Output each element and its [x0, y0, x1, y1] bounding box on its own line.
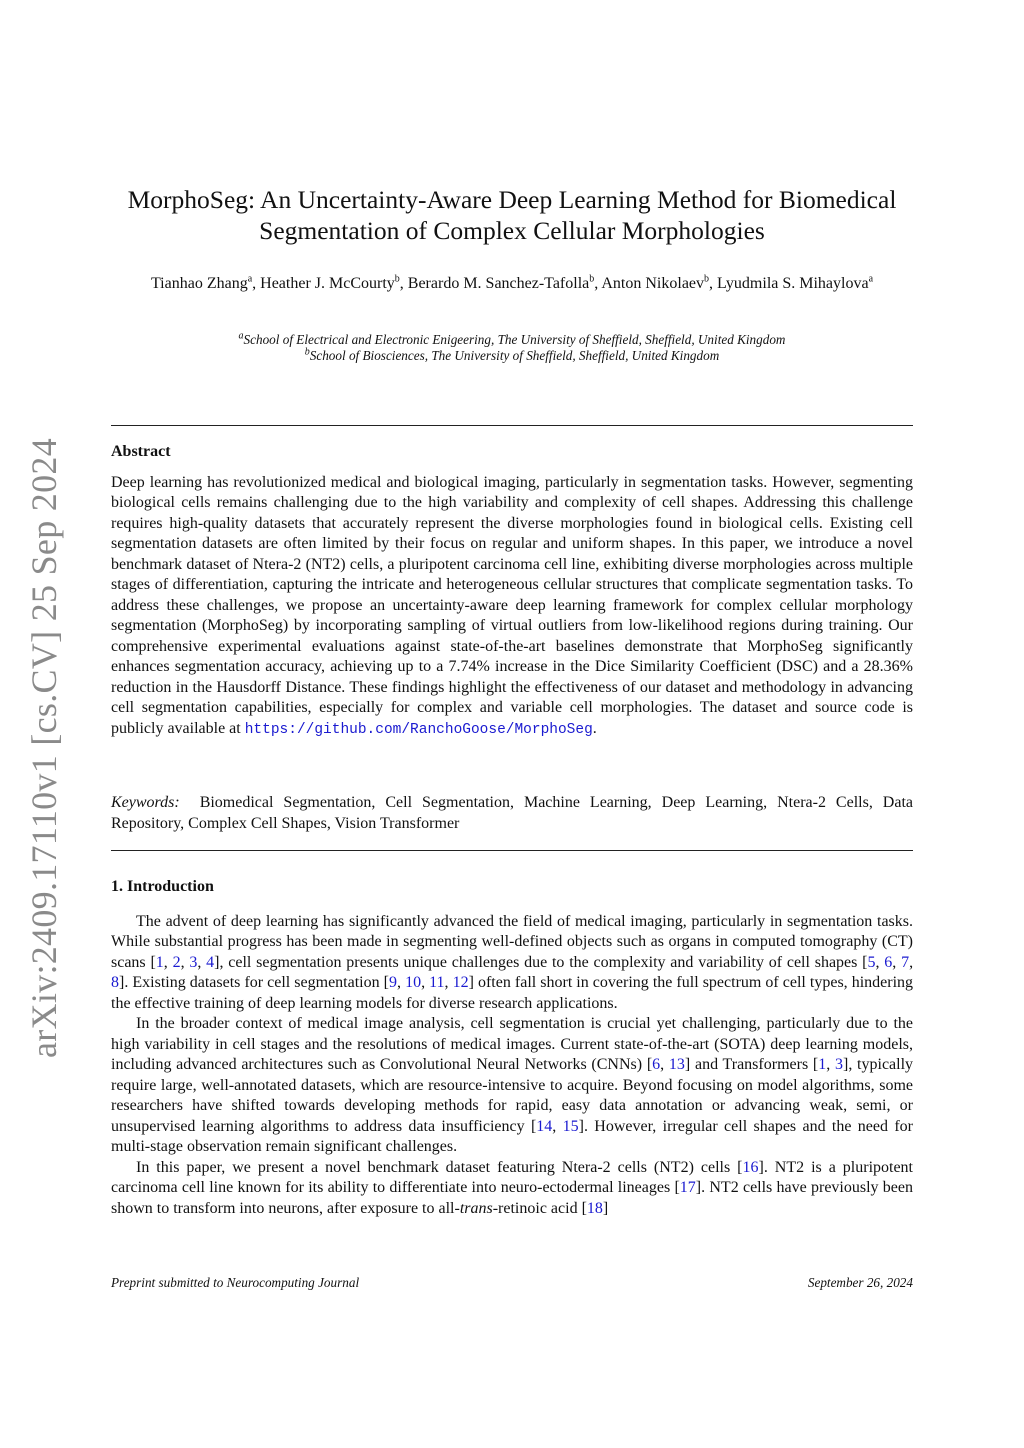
text-segment: , — [180, 953, 190, 971]
text-segment: -retinoic acid [ — [492, 1199, 587, 1217]
text-segment: The advent of deep learning has significantly advanced the field of medical imaging, particularly in segmentation tasks. While substantial progress has been made in segmenting well-defined objects such as organs in computed tomography (CT) scans [ — [111, 912, 913, 971]
affiliation-mark: b — [704, 273, 710, 285]
author — [151, 275, 252, 292]
introduction-heading: 1. Introduction — [111, 878, 214, 895]
affiliation-mark: a — [238, 330, 244, 342]
text-segment: , — [892, 953, 902, 971]
citation-link[interactable]: 15 — [562, 1117, 579, 1135]
text-segment: ], typically require large, well-annotated datasets, which are resource-intensive to acquire. Beyond focusing on model algorithms, some researchers have shifted towards developing methods for rapid, easy data annotation or advancing weak, semi, or unsupervised learning algorithms to address data insufficiency [ — [111, 1056, 914, 1135]
divider-bottom — [111, 850, 913, 851]
author — [601, 275, 709, 292]
abstract-heading: Abstract — [111, 443, 171, 460]
citation-link[interactable]: 11 — [429, 974, 445, 991]
author-list: Tianhao Zhang$^a$, Heather J. McCourty$^b$, Berardo M. Sanchez-Tafolla$^b$, Anton Nikolaev$^b$, Lyudmila S. Mihaylova$^a$ — [150, 273, 874, 292]
introduction-body — [111, 912, 913, 1220]
citation-link[interactable]: 1 — [818, 1056, 827, 1073]
text-segment: ]. NT2 is a pluripotent carcinoma cell line known for its ability to differentiate into neuro-ectodermal lineages [ — [111, 1158, 914, 1196]
citation-link[interactable]: 5 — [867, 953, 876, 971]
citation-link[interactable]: 12 — [452, 974, 469, 991]
affiliation-mark: b — [589, 273, 595, 285]
paragraph — [111, 1158, 913, 1220]
author-name: Tianhao Zhang — [150, 275, 248, 292]
text-segment: ] — [602, 1199, 609, 1217]
citation-link[interactable]: 3 — [189, 953, 198, 971]
affiliation-text: School of Electrical and Electronic Enigeering, The University of Sheffield, Sheffield, United Kingdom — [243, 332, 786, 347]
text-segment: , — [197, 953, 207, 971]
paragraph — [111, 912, 913, 1015]
text-segment: , — [444, 974, 453, 991]
text-segment: ] and Transformers [ — [684, 1056, 819, 1073]
author — [717, 275, 873, 292]
citation-link[interactable]: 7 — [901, 953, 910, 971]
text-segment: ]. However, irregular cell shapes and the need for multi-stage observation remain significant challenges. — [111, 1117, 913, 1155]
footer-date: September 26, 2024 — [807, 1275, 913, 1290]
affiliation-mark: b — [304, 346, 310, 358]
text-segment: ]. NT2 cells have previously been shown to transform into neurons, after exposure to all- — [111, 1179, 914, 1217]
citation-link[interactable]: 16 — [742, 1158, 759, 1176]
github-link[interactable]: https://github.com/RanchoGoose/MorphoSeg — [244, 721, 593, 738]
introduction-section — [111, 877, 913, 1219]
affiliation-mark: a — [868, 273, 874, 285]
text-segment: , — [909, 953, 914, 971]
affiliation-text: School of Biosciences, The University of Sheffield, Sheffield, United Kingdom — [309, 348, 720, 363]
citation-link[interactable]: 10 — [405, 974, 422, 991]
keywords-section — [111, 793, 913, 834]
keywords-label: Keywords: — [111, 794, 180, 811]
abstract-body: Deep learning has revolutionized medical and biological imaging, particularly in segmentation tasks. However, segmenting biological cells remains challenging due to the high variability and complexity of cell shapes. Addressing this challenge requires high-quality datasets that accurately represent the diverse morphologies found in biological cells. Existing cell segmentation datasets are often limited by their focus on regular and uniform shapes. In this paper, we introduce a novel benchmark dataset of Ntera-2 (NT2) cells, a pluripotent carcinoma cell line, exhibiting diverse morphologies across multiple stages of differentiation, capturing the intricate and heterogeneous cellular structures that complicate segmentation tasks. To address these challenges, we propose an uncertainty-aware deep learning framework for complex cellular morphology segmentation (MorphoSeg) by incorporating sampling of virtual outliers from low-likelihood regions during training. Our comprehensive experimental evaluations against state-of-the-art baselines demonstrate that MorphoSeg significantly enhances segmentation accuracy, achieving up to a 7.74% increase in the Dice Similarity Coefficient (DSC) and a 28.36% reduction in the Hausdorff Distance. These findings highlight the effectiveness of our dataset and methodology in advancing cell segmentation capabilities, especially for complex and variable cell morphologies. The dataset and source code is publicly available at — [111, 473, 913, 737]
author-name: Anton Nikolaev — [601, 275, 705, 292]
affiliation — [111, 348, 913, 364]
author-name: Heather J. McCourty — [260, 275, 395, 292]
text-segment: In this paper, we present a novel benchmark dataset featuring Ntera-2 cells (NT2) cells [ — [136, 1158, 743, 1176]
citation-link[interactable]: 18 — [586, 1199, 603, 1217]
citation-link[interactable]: 6 — [884, 953, 893, 971]
text-segment: , — [397, 974, 406, 991]
text-segment: ] often fall short in covering the full spectrum of cell types, hindering the effective training of deep learning models for diverse research applications. — [111, 974, 914, 1012]
page-footer — [111, 1275, 913, 1291]
affiliation — [111, 332, 913, 348]
text-segment: ], cell segmentation presents unique challenges due to the complexity and variability of cell shapes [ — [214, 953, 868, 971]
author — [260, 275, 400, 292]
affiliations — [111, 332, 913, 364]
text-segment: , — [875, 953, 885, 971]
author-name: Berardo M. Sanchez-Tafolla — [407, 275, 590, 292]
citation-link[interactable]: 9 — [389, 974, 397, 991]
affiliation-mark: b — [394, 273, 400, 285]
citation-link[interactable]: 13 — [668, 1056, 685, 1073]
text-segment: , — [660, 1056, 669, 1073]
paper-title: MorphoSeg: An Uncertainty-Aware Deep Learning Method for Biomedical Segmentation of Complex Cellular Morphologies — [127, 185, 897, 245]
text-segment: In the broader context of medical image analysis, cell segmentation is crucial yet challenging, particularly due to the high variability in cell stages and the resolutions of medical images. Current state-of-the-art (SOTA) deep learning models, including advanced architectures such as Convolutional Neural Networks (CNNs) [ — [111, 1015, 913, 1073]
affiliation-mark: a — [247, 273, 253, 285]
citation-link[interactable]: 1 — [155, 953, 164, 971]
paragraph — [111, 1014, 913, 1158]
citation-link[interactable]: 6 — [652, 1056, 661, 1073]
text-segment: , — [826, 1056, 835, 1073]
text-segment: , — [421, 974, 430, 991]
arxiv-identifier-sidebar: arXiv:2409.17110v1 [cs.CV] 25 Sep 2024 — [24, 437, 64, 1059]
italic-text: trans — [459, 1199, 493, 1217]
citation-link[interactable]: 17 — [679, 1179, 696, 1196]
keywords-text: Biomedical Segmentation, Cell Segmentation, Machine Learning, Deep Learning, Ntera-2 Cells, Data Repository, Complex Cell Shapes, Vision Transformer — [111, 794, 914, 832]
citation-link[interactable]: 3 — [834, 1056, 843, 1073]
text-segment: , — [163, 953, 173, 971]
abstract-end: . — [592, 719, 597, 737]
footer-journal: Preprint submitted to Neurocomputing Journal — [111, 1275, 360, 1290]
author-name: Lyudmila S. Mihaylova — [717, 275, 869, 292]
text-segment: ]. Existing datasets for cell segmentation [ — [119, 974, 389, 991]
citation-link[interactable]: 4 — [206, 953, 215, 971]
abstract-text — [111, 473, 913, 741]
citation-link[interactable]: 2 — [172, 953, 181, 971]
citation-link[interactable]: 14 — [536, 1117, 553, 1135]
text-segment: , — [552, 1117, 563, 1135]
abstract-section — [111, 442, 913, 740]
citation-link[interactable]: 8 — [111, 974, 119, 991]
author — [408, 275, 594, 292]
divider-top — [111, 425, 913, 426]
